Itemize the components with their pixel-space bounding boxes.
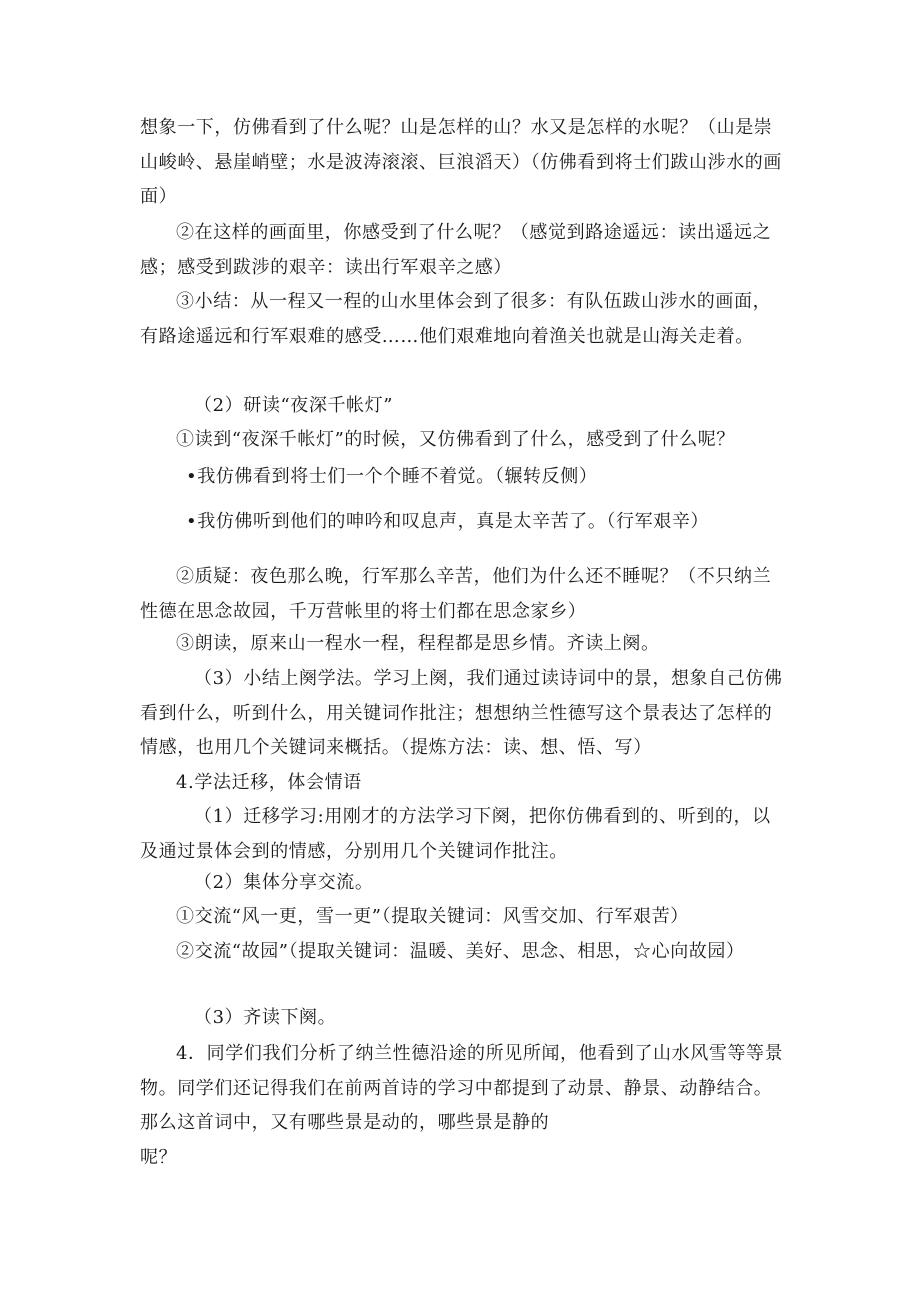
paragraph-summary-journey: ③小结：从一程又一程的山水里体会到了很多：有队伍跋山涉水的画面，有路途遥远和行军艰难的感受……他们艰难地向着渔关也就是山海关走着。: [140, 291, 772, 347]
paragraph-question-why-awake: ②质疑：夜色那么晚，行军那么辛苦，他们为什么还不睡呢？（不只纳兰性德在思念故园，千万营帐里的将士们都在思念家乡）: [140, 566, 772, 622]
paragraph-trailing-question: 呢？: [140, 1147, 178, 1168]
paragraph-summary-method: （3）小结上阕学法。学习上阕，我们通过读诗词中的景，想象自己仿佛看到什么，听到什么，用关键词作批注；想想纳兰性德写这个景表达了怎样的情感，也用几个关键词来概括。（提炼方法：读、想、悟、写）: [140, 668, 783, 758]
bullet-sighs: •我仿佛听到他们的呻吟和叹息声，真是太辛苦了。（行军艰辛）: [186, 511, 710, 532]
paragraph-transfer-learning: （1）迁移学习:用刚才的方法学习下阕，把你仿佛看到的、听到的，以及通过景体会到的情感，分别用几个关键词作批注。: [140, 806, 771, 862]
paragraph-night-lamps-question: ①读到“夜深千帐灯”的时候，又仿佛看到了什么，感受到了什么呢？: [176, 429, 736, 450]
paragraph-dynamic-static-scenes: 4．同学们我们分析了纳兰性德沿途的所见所闻，他看到了山水风雪等等景物。同学们还记得我们在前两首诗的学习中都提到了动景、静景、动静结合。那么这首词中，又有哪些景是动的，哪些景是静的: [140, 1043, 784, 1133]
heading-study-night-lamps: （2）研读“夜深千帐灯”: [194, 395, 394, 416]
paragraph-homeland: ②交流“故园”（提取关键词：温暖、美好、思念、相思，☆心向故园）: [176, 941, 745, 962]
bullet-cannot-sleep: •我仿佛看到将士们一个个睡不着觉。（辗转反侧）: [186, 466, 598, 487]
paragraph-read-second-half: （3）齐读下阕。: [194, 1007, 337, 1028]
paragraph-wind-snow: ①交流“风一更，雪一更”（提取关键词：风雪交加、行军艰苦）: [176, 906, 689, 927]
paragraph-group-share: （2）集体分享交流。: [194, 872, 374, 893]
paragraph-feeling-question: ②在这样的画面里，你感受到了什么呢？（感觉到路途遥远：读出遥远之感；感受到跋涉的艰辛：读出行军艰辛之感）: [140, 222, 772, 278]
paragraph-imagine-mountains-water: 想象一下，仿佛看到了什么呢？山是怎样的山？水又是怎样的水呢？（山是崇山峻岭、悬崖峭壁；水是波涛滚滚、巨浪滔天）（仿佛看到将士们跋山涉水的画面）: [140, 117, 782, 207]
paragraph-read-aloud: ③朗读，原来山一程水一程，程程都是思乡情。齐读上阕。: [176, 633, 660, 654]
heading-method-transfer: 4.学法迁移，体会情语: [176, 772, 362, 793]
